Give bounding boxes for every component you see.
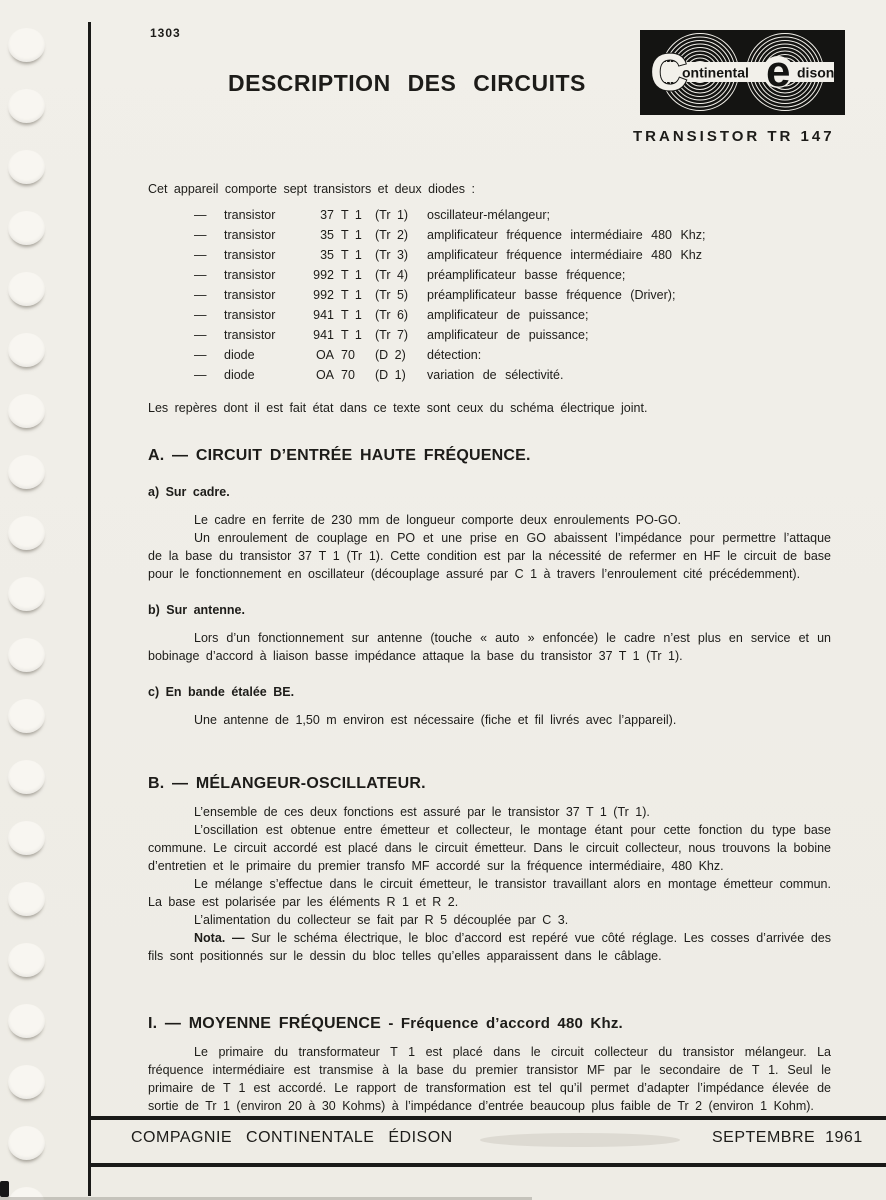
binding-hole bbox=[8, 333, 45, 367]
paragraph: Un enroulement de couplage en PO et une prise en GO abaissent l’impédance pour permettre l’attaque de la base du transistor 37 T 1 (Tr 1). Cette condition est par la nécessité de refermer en HF le circuit de base pour le fonctionnement en oscillateur (découplage assuré par C 1 à travers l’enroulement cité précédemment). bbox=[148, 531, 831, 581]
nota-paragraph bbox=[148, 929, 831, 965]
binding-hole bbox=[8, 1065, 45, 1099]
list-dash: — bbox=[194, 328, 207, 342]
component-list bbox=[194, 205, 831, 385]
binding-hole bbox=[8, 1004, 45, 1038]
binding-hole bbox=[8, 943, 45, 977]
list-item: — transistor 35 T 1 (Tr 3) amplificateur fréquence intermédiaire 480 Khz bbox=[194, 245, 831, 265]
list-item: — transistor 35 T 1 (Tr 2) amplificateur fréquence intermédiaire 480 Khz; bbox=[194, 225, 831, 245]
binding-hole bbox=[8, 272, 45, 306]
scan-corner-mark bbox=[0, 1181, 9, 1197]
paragraph: Le cadre en ferrite de 230 mm de longueur comporte deux enroulements PO-GO. bbox=[194, 513, 681, 527]
list-item: — transistor 941 T 1 (Tr 6) amplificateur de puissance; bbox=[194, 305, 831, 325]
logo-word-continental: ontinental bbox=[682, 64, 749, 81]
binding-hole bbox=[8, 760, 45, 794]
list-dash: — bbox=[194, 368, 207, 382]
nota-text: Sur le schéma électrique, le bloc d’accord est repéré vue côté réglage. Les cosses d’arrivée des fils sont positionnés sur le dessin du bloc telles qu’elles apparaissent dans le câblage. bbox=[148, 931, 831, 963]
list-item: — transistor 941 T 1 (Tr 7) amplificateur de puissance; bbox=[194, 325, 831, 345]
model-reference: TRANSISTOR TR 147 bbox=[633, 128, 835, 145]
subsection-a-heading: a) Sur cadre. bbox=[148, 485, 230, 499]
intro-lead: Cet appareil comporte sept transistors et deux diodes : bbox=[148, 182, 475, 196]
list-dash: — bbox=[194, 208, 207, 222]
paragraph: L’alimentation du collecteur se fait par R 5 découplée par C 3. bbox=[194, 913, 569, 927]
list-item: — diode OA 70 (D 2) détection: bbox=[194, 345, 831, 365]
logo-word-edison: dison bbox=[797, 64, 835, 81]
binding-hole bbox=[8, 455, 45, 489]
section-a-heading: A. — CIRCUIT D’ENTRÉE HAUTE FRÉQUENCE. bbox=[148, 447, 531, 464]
binding-hole bbox=[8, 150, 45, 184]
list-dash: — bbox=[194, 308, 207, 322]
binding-rule bbox=[88, 22, 91, 1196]
binding-hole bbox=[8, 394, 45, 428]
document-body bbox=[148, 180, 831, 1115]
footer-rule-bottom bbox=[88, 1163, 886, 1167]
footer-company: COMPAGNIE CONTINENTALE ÉDISON bbox=[131, 1129, 453, 1146]
section-b-heading: B. — MÉLANGEUR-OSCILLATEUR. bbox=[148, 775, 426, 792]
binding-hole bbox=[8, 1126, 45, 1160]
binding-hole bbox=[8, 516, 45, 550]
list-item: — transistor 992 T 1 (Tr 5) préamplificateur basse fréquence (Driver); bbox=[194, 285, 831, 305]
binding-hole bbox=[8, 577, 45, 611]
binding-hole bbox=[8, 638, 45, 672]
schema-note: Les repères dont il est fait état dans ce texte sont ceux du schéma électrique joint. bbox=[148, 401, 648, 415]
continental-edison-logo bbox=[640, 30, 845, 115]
binding-hole bbox=[8, 821, 45, 855]
subsection-c-heading: c) En bande étalée BE. bbox=[148, 685, 295, 699]
section-i-heading: I. — MOYENNE FRÉQUENCE - Fréquence d’accord 480 Khz. bbox=[148, 1015, 623, 1032]
paragraph: Le mélange s’effectue dans le circuit émetteur, le transistor travaillant alors en montage émetteur commun. La base est polarisée par les éléments R 1 et R 2. bbox=[148, 877, 831, 909]
list-dash: — bbox=[194, 268, 207, 282]
list-item: — transistor 37 T 1 (Tr 1) oscillateur-mélangeur; bbox=[194, 205, 831, 225]
page-title: DESCRIPTION DES CIRCUITS bbox=[228, 70, 586, 96]
binding-hole bbox=[8, 211, 45, 245]
binding-hole bbox=[8, 89, 45, 123]
doc-number: 1303 bbox=[150, 26, 181, 40]
paragraph: Lors d’un fonctionnement sur antenne (touche « auto » enfoncée) le cadre n’est plus en service et un bobinage d’accord à liaison basse impédance attaque la base du transistor 37 T 1 (Tr 1). bbox=[148, 631, 831, 663]
footer-rule-top bbox=[88, 1116, 886, 1120]
binding-hole bbox=[8, 882, 45, 916]
list-dash: — bbox=[194, 228, 207, 242]
scan-smudge bbox=[480, 1133, 680, 1147]
paragraph: Une antenne de 1,50 m environ est nécessaire (fiche et fil livrés avec l’appareil). bbox=[194, 713, 677, 727]
list-dash: — bbox=[194, 348, 207, 362]
paragraph: L’ensemble de ces deux fonctions est assuré par le transistor 37 T 1 (Tr 1). bbox=[194, 805, 650, 819]
binding-hole bbox=[8, 699, 45, 733]
list-dash: — bbox=[194, 248, 207, 262]
nota-label: Nota. — bbox=[194, 931, 252, 945]
logo-initial-e: e bbox=[766, 47, 791, 96]
logo-initial-c: C bbox=[650, 44, 688, 102]
subsection-b-heading: b) Sur antenne. bbox=[148, 603, 245, 617]
paragraph: L’oscillation est obtenue entre émetteur et collecteur, le montage étant pour cette fonction du type base commune. Le circuit accordé est placé dans le circuit émetteur. Dans le circuit collecteur, nous trouvons la bobine d’entretien et le primaire du premier transfo MF accordé sur la fréquence intermédiaire, 480 Khz. bbox=[148, 823, 831, 873]
paragraph: Le primaire du transformateur T 1 est placé dans le circuit collecteur du transistor mélangeur. La fréquence intermédiaire est transmise à la base du premier transistor MF par le secondaire de T 1. Seul le primaire de T 1 est accordé. Le rapport de transformation est tel qu’il permet d’adapter l’impédance élevée de sortie de Tr 1 (environ 20 à 30 Kohms) à l’impédance d’entrée beaucoup plus faible de Tr 2 (environ 1 Kohm). bbox=[148, 1045, 831, 1113]
list-item: — diode OA 70 (D 1) variation de sélectivité. bbox=[194, 365, 831, 385]
list-item: — transistor 992 T 1 (Tr 4) préamplificateur basse fréquence; bbox=[194, 265, 831, 285]
list-dash: — bbox=[194, 288, 207, 302]
logo-graphic bbox=[640, 30, 845, 115]
footer-date: SEPTEMBRE 1961 bbox=[712, 1129, 863, 1146]
binding-hole bbox=[8, 28, 45, 62]
